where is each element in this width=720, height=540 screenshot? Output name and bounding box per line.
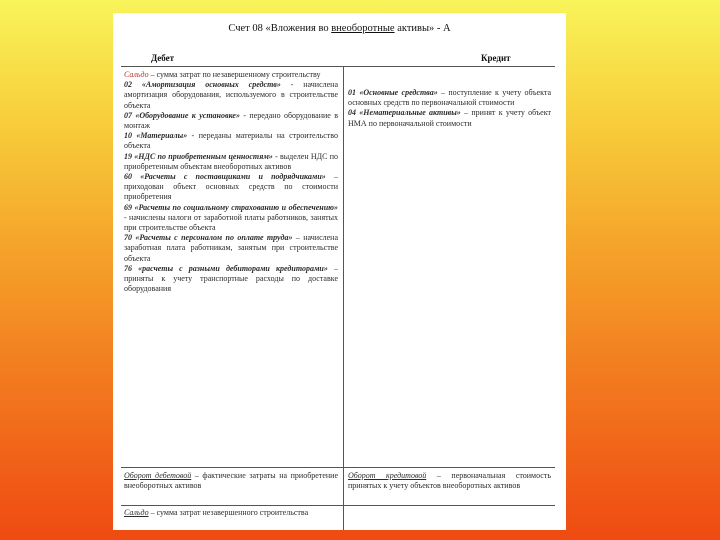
debit-entry-07: 07 «Оборудование к установке» - передано оборудование в монтаж xyxy=(124,110,338,131)
credit-column-header: Кредит xyxy=(481,53,511,63)
debit-entry-10: 10 «Материалы» - переданы материалы на строительство объекта xyxy=(124,131,338,151)
turnover-divider xyxy=(121,467,555,468)
closing-balance: Сальдо – сумма затрат незавершенного строительства xyxy=(124,508,309,517)
credit-column xyxy=(348,88,551,129)
page-title xyxy=(113,23,566,34)
closing-divider xyxy=(121,505,555,506)
debit-entry-70: 70 «Расчеты с персоналом по оплате труда» – начислена заработная плата работникам, занятым при строительстве объекта xyxy=(124,233,338,263)
debit-column xyxy=(124,70,338,294)
debit-column-header: Дебет xyxy=(151,53,175,63)
credit-entry-01: 01 «Основные средства» – поступление к учету объекта основных средств по первоначальной стоимости xyxy=(348,88,551,108)
debit-entry-19: 19 «НДС по приобретенным ценностям» - выделен НДС по приобретенным объектам внеоборотных активов xyxy=(124,151,338,171)
document-page xyxy=(113,13,566,530)
page-title-underlined: внеоборотные xyxy=(331,23,395,34)
debit-entry-60: 60 «Расчеты с поставщиками и подрядчиками» – приходован объект основных средств по стоимости приобретения xyxy=(124,172,338,202)
account-table xyxy=(121,66,555,530)
column-divider xyxy=(343,67,344,530)
credit-turnover: Оборот кредитовой – первоначальная стоимость принятых к учету объектов внеоборотных активов xyxy=(348,471,551,491)
debit-entry-69: 69 «Расчеты по социальному страхованию и обеспечению» - начислены налоги от заработной платы работников, занятых при строительстве объекта xyxy=(124,202,338,233)
debit-turnover: Оборот дебетовой – фактические затраты на приобретение внеоборотных активов xyxy=(124,471,338,491)
page-title-suffix: активы» - А xyxy=(394,23,451,34)
credit-entry-04: 04 «Нематериальные активы» – принят к учету объект НМА по первоначальной стоимости xyxy=(348,108,551,128)
debit-entry-opening-balance: Сальдо – сумма затрат по незавершенному строительству xyxy=(124,70,321,79)
debit-entry-02: 02 «Амортизация основных средств» - начислена амортизация оборудования, используемого в строительстве объекта xyxy=(124,80,338,110)
debit-entry-76: 76 «расчеты с разными дебиторами кредиторами» – приняты к учету транспортные расходы по доставке оборудования xyxy=(124,263,339,294)
page-title-prefix: Счет 08 «Вложения во xyxy=(228,23,332,34)
